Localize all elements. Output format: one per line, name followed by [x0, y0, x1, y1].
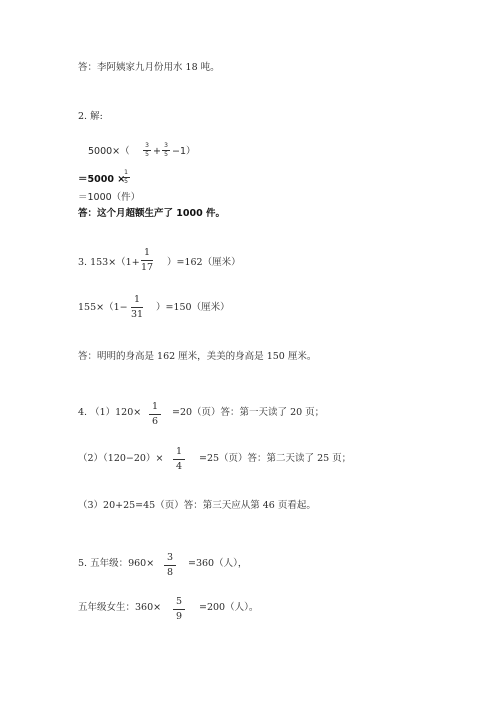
fraction-bar	[149, 414, 161, 415]
denominator: 5	[124, 178, 128, 185]
numerator: 5	[175, 596, 183, 607]
q5-line1-fraction	[160, 553, 180, 578]
fraction-bar	[141, 260, 153, 261]
q5-line2-fraction	[169, 597, 189, 622]
numerator: 3	[164, 142, 168, 149]
denominator: 5	[164, 151, 168, 158]
denominator: 9	[175, 611, 183, 622]
q3-line1-suffix: ）=162（厘米）	[167, 257, 241, 268]
numerator: 1	[124, 169, 128, 176]
fraction-bar	[173, 459, 185, 460]
q2-answer: 答：这个月超额生产了 1000 件。	[78, 208, 226, 219]
q3-line2-fraction	[127, 295, 147, 320]
q4-line2-prefix: （2）（120−20）×	[78, 453, 164, 464]
q4-line1-fraction	[145, 402, 165, 427]
q3-line2-prefix: 155×（1−	[78, 302, 128, 313]
q2-expr1-plus: +	[153, 146, 161, 157]
q4-line3: （3）20+25=45（页）答：第三天应从第 46 页看起。	[78, 500, 316, 511]
q5-line2-prefix: 五年级女生：360×	[78, 602, 162, 613]
q3-line2-suffix: ）=150（厘米）	[156, 302, 230, 313]
q2-title: 2. 解:	[78, 111, 103, 122]
q5-line1-suffix: =360（人），	[188, 558, 248, 569]
q4-line1-prefix: 4. （1）120×	[78, 407, 142, 418]
q2-expr2-fraction	[121, 170, 131, 185]
q2-expr1-prefix: 5000×（	[88, 146, 130, 157]
q4-line2-fraction	[169, 447, 189, 472]
denominator: 5	[145, 151, 149, 158]
numerator: 1	[143, 247, 151, 258]
denominator: 8	[166, 567, 174, 578]
fraction-bar	[131, 307, 143, 308]
fraction-bar	[173, 609, 185, 610]
fraction-bar	[164, 565, 176, 566]
numerator: 1	[151, 401, 159, 412]
q4-line1-suffix: =20（页）答：第一天读了 20 页；	[172, 407, 325, 418]
q2-expr1-fraction-2	[161, 143, 171, 158]
q2-expr2-prefix: ＝5000 ×	[78, 174, 126, 185]
numerator: 1	[175, 446, 183, 457]
denominator: 6	[151, 416, 159, 427]
q5-line2-suffix: =200（人）。	[199, 602, 259, 613]
q2-expr3: ＝1000（件）	[78, 192, 141, 203]
numerator: 3	[145, 142, 149, 149]
q3-answer: 答：明明的身高是 162 厘米，美美的身高是 150 厘米。	[78, 351, 317, 362]
denominator: 31	[130, 309, 144, 320]
q2-expr1-fraction-1	[142, 143, 152, 158]
q1-answer: 答：李阿姨家九月份用水 18 吨。	[78, 62, 220, 73]
q3-line1-prefix: 3. 153×（1+	[78, 257, 140, 268]
q2-expr1-suffix: −1）	[172, 146, 196, 157]
q3-line1-fraction	[137, 248, 157, 273]
denominator: 4	[175, 461, 183, 472]
q5-line1-prefix: 5. 五年级：960×	[78, 558, 155, 569]
numerator: 1	[133, 294, 141, 305]
q4-line2-suffix: =25（页）答：第二天读了 25 页；	[199, 453, 352, 464]
numerator: 3	[166, 552, 174, 563]
denominator: 17	[140, 262, 154, 273]
